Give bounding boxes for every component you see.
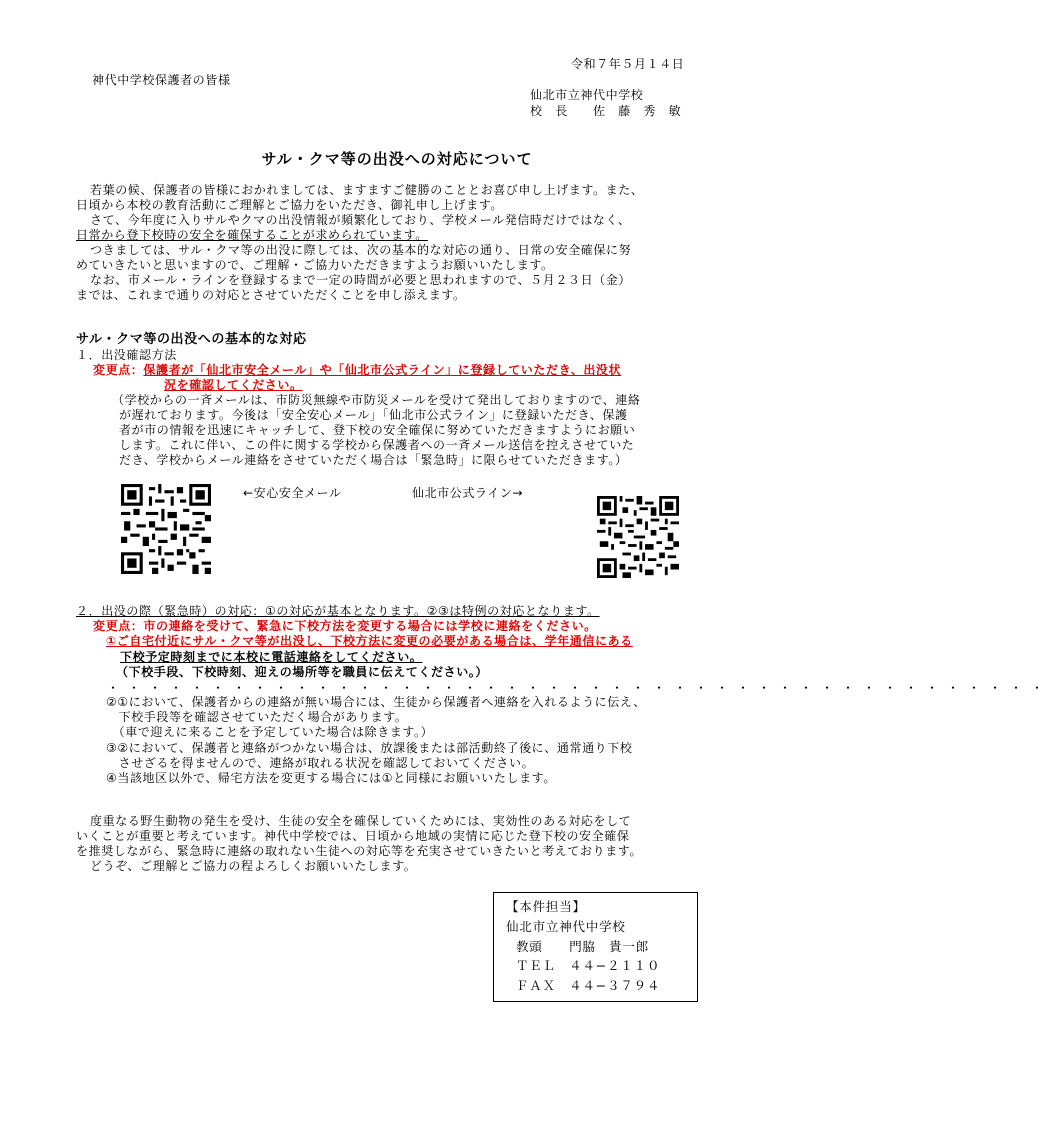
item2-point1-line2: 下校予定時刻までに本校に電話連絡をしてください。 [120, 650, 423, 664]
intro-line: さて、今年度に入りサルやクマの出没情報が頻繁化しており、学校メール発信時だけではなく、 [90, 213, 631, 227]
item2-point-line: 下校手段等を確認させていただく場合があります。 [106, 710, 408, 724]
item1-note-line: します。これに伴い、この件に関する学校から保護者への一斉メール送信を控えさせていた [119, 438, 635, 452]
school-name: 仙北市立神代中学校 [530, 88, 644, 102]
qr-left-label: ←安心安全メール [243, 486, 342, 500]
intro-line: なお、市メール・ラインを登録するまで一定の時間が必要と思われますので、５月２３日（金） [90, 273, 631, 287]
item2-point-line: （車で迎えに来ることを予定していた場合は除きます。） [106, 725, 434, 739]
item1-change-text: 保護者が「仙北市安全メール」や「仙北市公式ライン」に登録していただき、出没状 [143, 363, 622, 377]
dotted-separator: ・・・・・・・・・・・・・・・・・・・・・・・・・・・・・・・・・・・・・・・・・・・・・ [107, 681, 1052, 695]
intro-line: までは、これまで通りの対応とさせていただくことを申し添えます。 [76, 288, 466, 302]
item2-heading: ２．出没の際（緊急時）の対応：①の対応が基本となります。②③は特例の対応となります。 [76, 604, 600, 618]
contact-school: 仙北市立神代中学校 [506, 919, 626, 934]
contact-fax: ＦＡＸ ４４−３７９４ [516, 978, 661, 993]
closing-line: 度重なる野生動物の発生を受け、生徒の安全を確保していくためには、実効性のある対応をして [90, 814, 632, 828]
intro-line: 日頃から本校の教育活動にご理解とご協力をいただき、御礼申し上げます。 [76, 198, 503, 212]
addressee: 神代中学校保護者の皆様 [92, 73, 231, 87]
item2-point-line: ④当該地区以外で、帰宅方法を変更する場合には①と同様にお願いいたします。 [106, 771, 556, 785]
closing-line: いくことが重要と考えています。神代中学校では、日頃から地域の実情に応じた登下校の安全確保 [76, 829, 630, 843]
page-title: サル・クマ等の出没への対応について [261, 150, 533, 168]
item1-change-text-2: 況を確認してください。 [164, 378, 303, 392]
item1-note-line: が遅れております。今後は「安全安心メール」「仙北市公式ライン」に登録いただき、保護 [119, 408, 628, 422]
contact-box [493, 892, 698, 1002]
item2-point1-line1: ①ご自宅付近にサル・クマ等が出没し、下校方法に変更の必要がある場合は、学年通信にある [106, 634, 633, 648]
item1-note-line: （学校からの一斉メールは、市防災無線や市防災メールを受けて発出しておりますので、連絡 [112, 393, 641, 407]
item2-point-line: ③②において、保護者と連絡がつかない場合は、放課後または部活動終了後に、通常通り下校 [106, 741, 633, 755]
item1-note-line: 者が市の情報を迅速にキャッチして、登下校の安全確保に努めていただきますようにお願い [119, 423, 636, 437]
intro-line: めていきたいと思いますので、ご理解・ご協力いただきますようお願いいたします。 [76, 258, 554, 272]
item1-note-line: だき、学校からメール連絡をさせていただく場合は「緊急時」に限らせていただきます。） [119, 453, 628, 467]
closing-line: どうぞ、ご理解とご協力の程よろしくお願いいたします。 [90, 859, 417, 873]
section-heading: サル・クマ等の出没への基本的な対応 [76, 332, 307, 347]
item2-change: 変更点：市の連絡を受けて、緊急に下校方法を変更する場合には学校に連絡をください。 [93, 619, 597, 633]
intro-line: 若葉の候、保護者の皆様におかれましては、ますますご健勝のこととお喜び申し上げます。また、 [90, 183, 644, 197]
item2-point-line: させざるを得ませんので、連絡が取れる状況を確認しておいてください。 [106, 756, 535, 770]
qr-code-safety-mail[interactable] [121, 484, 211, 574]
item2-point1-line3: （下校手段、下校時刻、迎えの場所等を職員に伝えてください。） [116, 665, 489, 679]
closing-line: を推奨しながら、緊急時に連絡の取れない生徒への対応等を充実させていきたいと考えております。 [76, 844, 643, 858]
principal-name: 校 長 佐 藤 秀 敏 [530, 104, 682, 118]
item2-point-line: ②①において、保護者からの連絡が無い場合には、生徒から保護者へ連絡を入れるように伝え、 [106, 695, 646, 709]
qr-right-label: 仙北市公式ライン→ [412, 486, 524, 500]
item1-heading: １．出没確認方法 [76, 348, 177, 362]
document-date: 令和７年５月１４日 [571, 57, 685, 71]
item1-change-label: 変更点： [93, 363, 144, 377]
qr-code-official-line[interactable] [597, 496, 679, 578]
contact-label: 【本件担当】 [506, 899, 586, 914]
intro-line: 日常から登下校時の安全を確保することが求められています。 [76, 228, 428, 242]
item1-change [93, 362, 621, 378]
contact-person: 教頭 門脇 貴一郎 [516, 939, 650, 954]
contact-tel: ＴＥＬ ４４−２１１０ [516, 958, 661, 973]
intro-line: つきましては、サル・クマ等の出没に際しては、次の基本的な対応の通り、日常の安全確保に努 [90, 243, 632, 257]
